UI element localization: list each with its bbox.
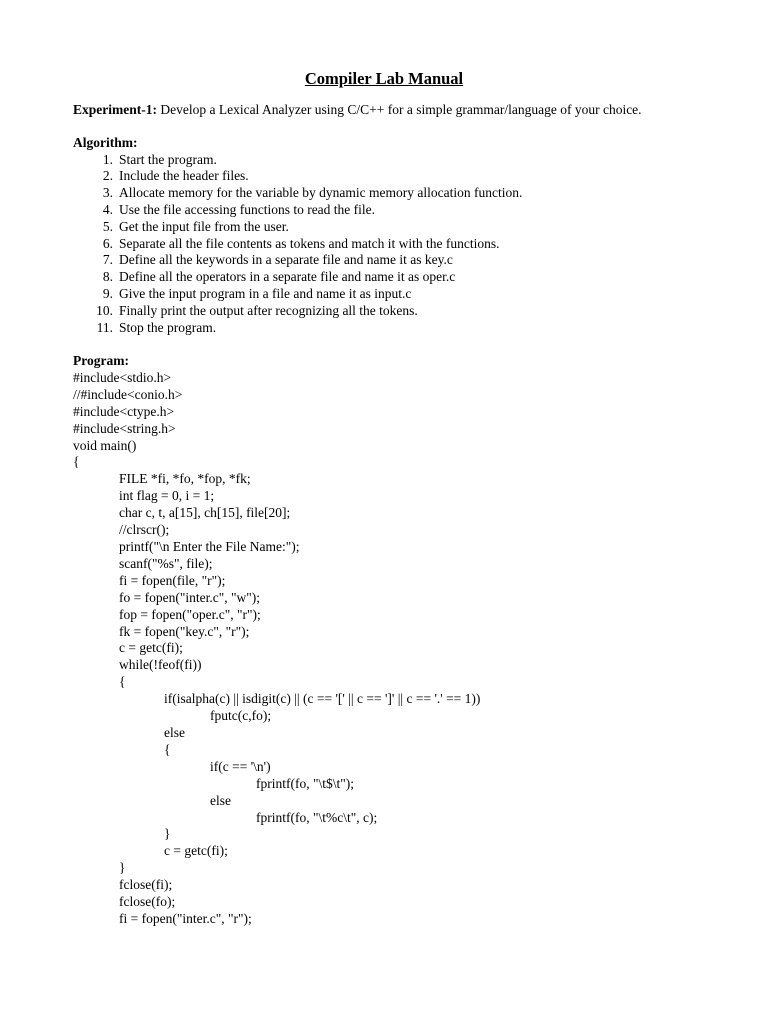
algorithm-step xyxy=(73,236,695,253)
code-line: #include<ctype.h> xyxy=(73,403,175,419)
code-line: fclose(fo); xyxy=(119,894,176,910)
step-text: Define all the keywords in a separate file and name it as key.c xyxy=(119,252,453,268)
step-text: Allocate memory for the variable by dynamic memory allocation function. xyxy=(119,185,523,201)
step-number: 8. xyxy=(102,269,113,285)
step-number: 11. xyxy=(96,319,113,335)
code-line: char c, t, a[15], ch[15], file[20]; xyxy=(119,505,291,521)
code-line: fprintf(fo, "\t%c\t", c); xyxy=(256,809,378,825)
algorithm-step xyxy=(73,303,695,320)
code-line: FILE *fi, *fo, *fop, *fk; xyxy=(119,471,251,487)
algorithm-heading: Algorithm: xyxy=(73,134,138,150)
step-number: 5. xyxy=(102,218,113,234)
algorithm-step xyxy=(73,252,695,269)
document-page xyxy=(73,68,695,928)
step-text: Stop the program. xyxy=(119,319,217,335)
step-text: Use the file accessing functions to read the file. xyxy=(119,201,376,217)
step-text: Start the program. xyxy=(119,151,217,167)
code-line: } xyxy=(119,860,126,876)
algorithm-step xyxy=(73,269,695,286)
code-line: fputc(c,fo); xyxy=(210,708,272,724)
step-number: 1. xyxy=(102,151,113,167)
code-line: fi = fopen(file, "r"); xyxy=(119,572,226,588)
code-line: fk = fopen("key.c", "r"); xyxy=(119,623,250,639)
page-title: Compiler Lab Manual xyxy=(304,69,464,88)
code-line: while(!feof(fi)) xyxy=(119,657,202,673)
experiment-label: Experiment-1: xyxy=(73,102,157,117)
experiment-description xyxy=(73,102,695,119)
code-line: fop = fopen("oper.c", "r"); xyxy=(119,606,261,622)
code-line: //#include<conio.h> xyxy=(73,386,183,402)
code-line: int flag = 0, i = 1; xyxy=(119,488,215,504)
program-code xyxy=(73,370,695,928)
code-line: #include<stdio.h> xyxy=(73,369,172,385)
code-line: if(c == '\n') xyxy=(210,758,271,774)
step-number: 6. xyxy=(102,235,113,251)
step-text: Include the header files. xyxy=(119,168,249,184)
step-number: 10. xyxy=(96,302,113,318)
code-line: //clrscr(); xyxy=(119,522,170,538)
code-line: else xyxy=(164,724,185,740)
algorithm-step xyxy=(73,320,695,337)
code-line: if(isalpha(c) || isdigit(c) || (c == '[' || c == ']' || c == '.' == 1)) xyxy=(164,691,481,707)
algorithm-step xyxy=(73,168,695,185)
step-number: 2. xyxy=(102,168,113,184)
code-line: { xyxy=(119,674,126,690)
algorithm-step xyxy=(73,202,695,219)
step-text: Define all the operators in a separate file and name it as oper.c xyxy=(119,269,456,285)
step-text: Give the input program in a file and name it as input.c xyxy=(119,285,412,301)
code-line: fi = fopen("inter.c", "r"); xyxy=(119,910,252,926)
code-line: fprintf(fo, "\t$\t"); xyxy=(256,775,355,791)
algorithm-step xyxy=(73,185,695,202)
code-line: #include<string.h> xyxy=(73,420,176,436)
code-line: c = getc(fi); xyxy=(164,843,228,859)
step-number: 3. xyxy=(102,185,113,201)
algorithm-step xyxy=(73,219,695,236)
code-line: c = getc(fi); xyxy=(119,640,183,656)
program-heading: Program: xyxy=(73,353,129,369)
algorithm-step xyxy=(73,286,695,303)
code-line: void main() xyxy=(73,437,137,453)
code-line: else xyxy=(210,792,231,808)
algorithm-step xyxy=(73,152,695,169)
algorithm-steps xyxy=(73,152,695,337)
step-text: Get the input file from the user. xyxy=(119,218,289,234)
code-line: { xyxy=(73,454,80,470)
code-line: } xyxy=(164,826,171,842)
step-text: Separate all the file contents as tokens and match it with the functions. xyxy=(119,235,500,251)
step-number: 4. xyxy=(102,201,113,217)
code-line: fclose(fi); xyxy=(119,877,173,893)
step-text: Finally print the output after recognizing all the tokens. xyxy=(119,302,418,318)
step-number: 9. xyxy=(102,285,113,301)
code-line: printf("\n Enter the File Name:"); xyxy=(119,539,300,555)
code-line: { xyxy=(164,741,171,757)
code-line: fo = fopen("inter.c", "w"); xyxy=(119,589,260,605)
step-number: 7. xyxy=(102,252,113,268)
code-line: scanf("%s", file); xyxy=(119,555,213,571)
experiment-text: Develop a Lexical Analyzer using C/C++ for a simple grammar/language of your choice. xyxy=(156,102,642,117)
